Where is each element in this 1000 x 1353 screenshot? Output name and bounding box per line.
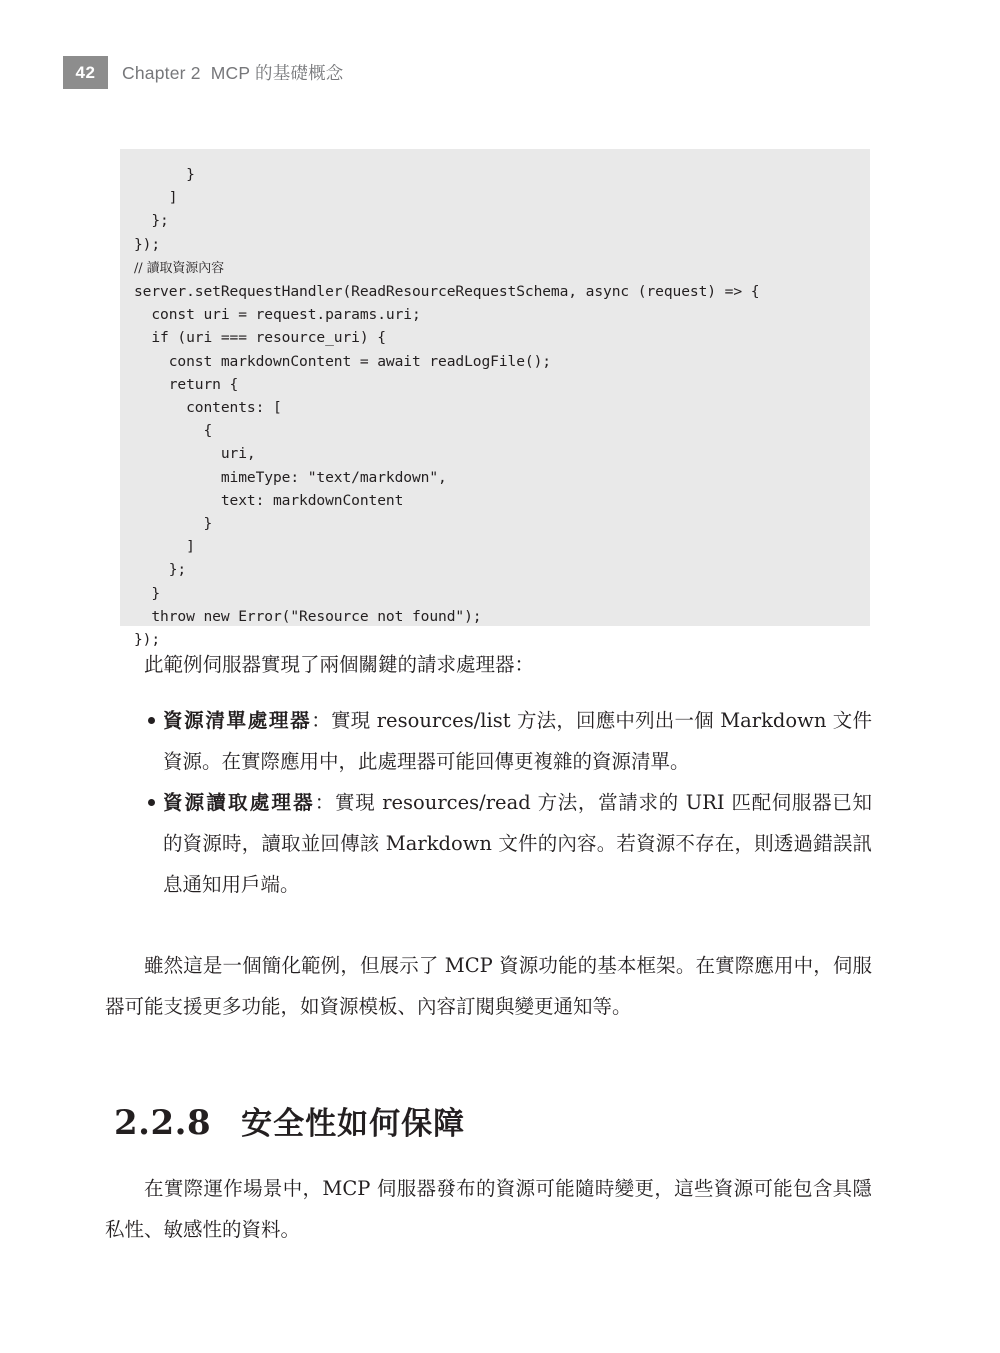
handler-list bbox=[105, 700, 872, 905]
list-item-text: 實現 resources/read 方法，當請求的 URI 匹配伺服器已知的資源時，讀取並回傳該 Markdown 文件的內容。若資源不存在，則透過錯誤訊息通知用戶端。 bbox=[163, 791, 872, 896]
list-item-separator: ： bbox=[311, 709, 331, 732]
code-line: mimeType: "text/markdown", bbox=[134, 468, 447, 486]
section-paragraph: 在實際運作場景中，MCP 伺服器發布的資源可能隨時變更，這些資源可能包含具隱私性、敏感性的資料。 bbox=[105, 1177, 872, 1241]
list-item bbox=[105, 782, 872, 905]
code-line-comment: // 讀取資源內容 bbox=[134, 260, 224, 276]
page-number-badge: 42 bbox=[63, 56, 108, 89]
list-item-separator: ： bbox=[314, 791, 335, 814]
code-line: const uri = request.params.uri; bbox=[134, 306, 421, 324]
code-line: } bbox=[134, 584, 161, 602]
section-heading bbox=[114, 1098, 465, 1143]
section-number: 2.2.8 bbox=[114, 1103, 212, 1143]
code-line: ] bbox=[134, 189, 178, 207]
code-line: }; bbox=[134, 561, 187, 579]
list-item-term: 資源清單處理器 bbox=[163, 709, 312, 732]
list-item-text: 實現 resources/list 方法，回應中列出一個 Markdown 文件資源。在實際應用中，此處理器可能回傳更複雜的資源清單。 bbox=[163, 709, 872, 773]
section-title: 安全性如何保障 bbox=[241, 1106, 466, 1141]
chapter-title: Chapter 2 MCP 的基礎概念 bbox=[122, 63, 344, 83]
code-line: throw new Error("Resource not found"); bbox=[134, 607, 482, 625]
code-line: uri, bbox=[134, 445, 256, 463]
intro-paragraph: 此範例伺服器實現了兩個關鍵的請求處理器： bbox=[144, 653, 535, 676]
code-line: server.setRequestHandler(ReadResourceRequestSchema, async (request) => { bbox=[134, 283, 760, 301]
list-item-term: 資源讀取處理器 bbox=[163, 791, 315, 814]
code-line: }); bbox=[134, 631, 161, 649]
code-line: return { bbox=[134, 375, 239, 393]
code-line: ] bbox=[134, 538, 195, 556]
code-block bbox=[120, 149, 870, 649]
code-line: }); bbox=[134, 235, 161, 253]
code-line: text: markdownContent bbox=[134, 491, 404, 509]
code-line: }; bbox=[134, 212, 169, 230]
code-line: contents: [ bbox=[134, 399, 282, 417]
bullet-dot-icon bbox=[148, 717, 155, 724]
list-item bbox=[105, 700, 872, 782]
code-line: if (uri === resource_uri) { bbox=[134, 329, 386, 347]
code-line: const markdownContent = await readLogFile(); bbox=[134, 352, 551, 370]
running-header bbox=[63, 56, 344, 89]
code-line: } bbox=[134, 515, 213, 533]
code-line: { bbox=[134, 422, 213, 440]
code-content bbox=[134, 163, 870, 651]
code-line: } bbox=[134, 166, 195, 183]
bullet-dot-icon bbox=[148, 799, 155, 806]
closing-paragraph: 雖然這是一個簡化範例，但展示了 MCP 資源功能的基本框架。在實際應用中，伺服器可能支援更多功能，如資源模板、內容訂閱與變更通知等。 bbox=[105, 954, 872, 1018]
